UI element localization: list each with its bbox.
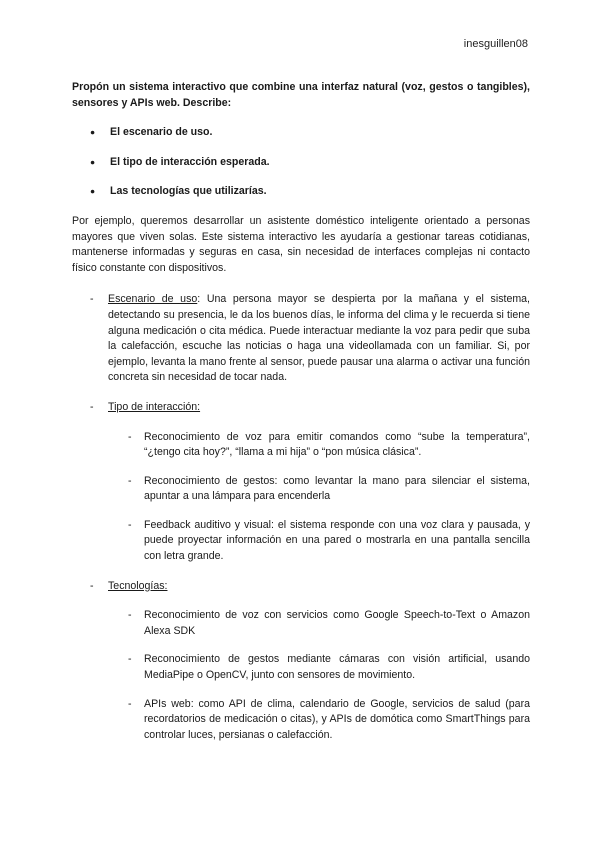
list-item-text: Reconocimiento de gestos mediante cámaras con visión artificial, usando MediaPipe o OpenCV, junto con sensores de movimiento. bbox=[144, 653, 530, 682]
list-item bbox=[108, 608, 530, 639]
dash-marker: - bbox=[90, 293, 94, 306]
prompt-bullet-list bbox=[72, 125, 530, 200]
list-item-text: APIs web: como API de clima, calendario de Google, servicios de salud (para recordatorios de medicación o citas), y APIs de domótica como SmartThings para controlar luces, persianas o calefacción. bbox=[144, 697, 530, 741]
header-username: inesguillen08 bbox=[463, 38, 528, 50]
prompt-bullet: ● El escenario de uso. bbox=[72, 125, 530, 141]
section-escenario-heading: Escenario de uso bbox=[108, 293, 198, 306]
section-interaccion-heading: Tipo de interacción: bbox=[108, 400, 201, 413]
intro-paragraph: Por ejemplo, queremos desarrollar un asistente doméstico inteligente orientado a personas mayores que viven solas. Este sistema interactivo les ayudaría a gestionar tareas cotidianas, mantenerse informadas y seguras en casa, sin necesidad de interfaces complejas ni contacto físico constante con dispositivos. bbox=[72, 214, 530, 274]
dash-marker: - bbox=[128, 474, 132, 487]
list-item bbox=[108, 474, 530, 505]
dash-marker: - bbox=[90, 579, 94, 592]
list-item bbox=[108, 518, 530, 565]
prompt-question: Propón un sistema interactivo que combine una interfaz natural (voz, gestos o tangibles), sensores y APIs web. Describe: bbox=[72, 81, 530, 109]
dash-marker: - bbox=[90, 400, 94, 413]
section-escenario-body bbox=[108, 292, 530, 386]
list-item bbox=[108, 430, 530, 461]
list-item-text: Reconocimiento de gestos: como levantar la mano para silenciar el sistema, apuntar a una lámpara para encenderla bbox=[144, 474, 530, 503]
interaccion-list bbox=[108, 430, 530, 565]
list-item bbox=[108, 652, 530, 683]
prompt-bullet: ● El tipo de interacción esperada. bbox=[72, 155, 530, 171]
dash-marker: - bbox=[128, 609, 132, 622]
section-interaccion bbox=[72, 400, 530, 565]
dash-marker: - bbox=[128, 430, 132, 443]
list-item bbox=[108, 697, 530, 744]
prompt-bullet: ● Las tecnologías que utilizarías. bbox=[72, 184, 530, 200]
section-tecnologias bbox=[72, 579, 530, 744]
list-item-text: Reconocimiento de voz con servicios como Google Speech-to-Text o Amazon Alexa SDK bbox=[144, 609, 530, 637]
section-tecnologias-heading: Tecnologías: bbox=[108, 579, 168, 592]
section-escenario bbox=[72, 292, 530, 386]
section-escenario-text: : Una persona mayor se despierta por la mañana y el sistema, detectando su presencia, le da los buenos días, le informa del clima y le recuerda si tiene alguna medicación o cita médica. Puede interactuar mediante la voz para pedir que suba la calefacción, escuche las noticias o haga una videollamada con un familiar. Si, por ejemplo, levanta la mano frente al sensor, puede pausar una alarma o activar una función concreta sin necesidad de tocar nada. bbox=[108, 293, 530, 384]
dash-marker: - bbox=[128, 697, 132, 710]
dash-marker: - bbox=[128, 653, 132, 666]
dash-marker: - bbox=[128, 518, 132, 531]
list-item-text: Feedback auditivo y visual: el sistema responde con una voz clara y pausada, y puede proyectar información en una pared o mostrarla en una pantalla sencilla con letra grande. bbox=[144, 518, 530, 563]
document-body bbox=[72, 80, 530, 757]
tecnologias-list bbox=[108, 608, 530, 743]
list-item-text: Reconocimiento de voz para emitir comandos como “sube la temperatura”, “¿tengo cita hoy?”, “llama a mi hija” o “pon música clásica”. bbox=[144, 430, 530, 459]
